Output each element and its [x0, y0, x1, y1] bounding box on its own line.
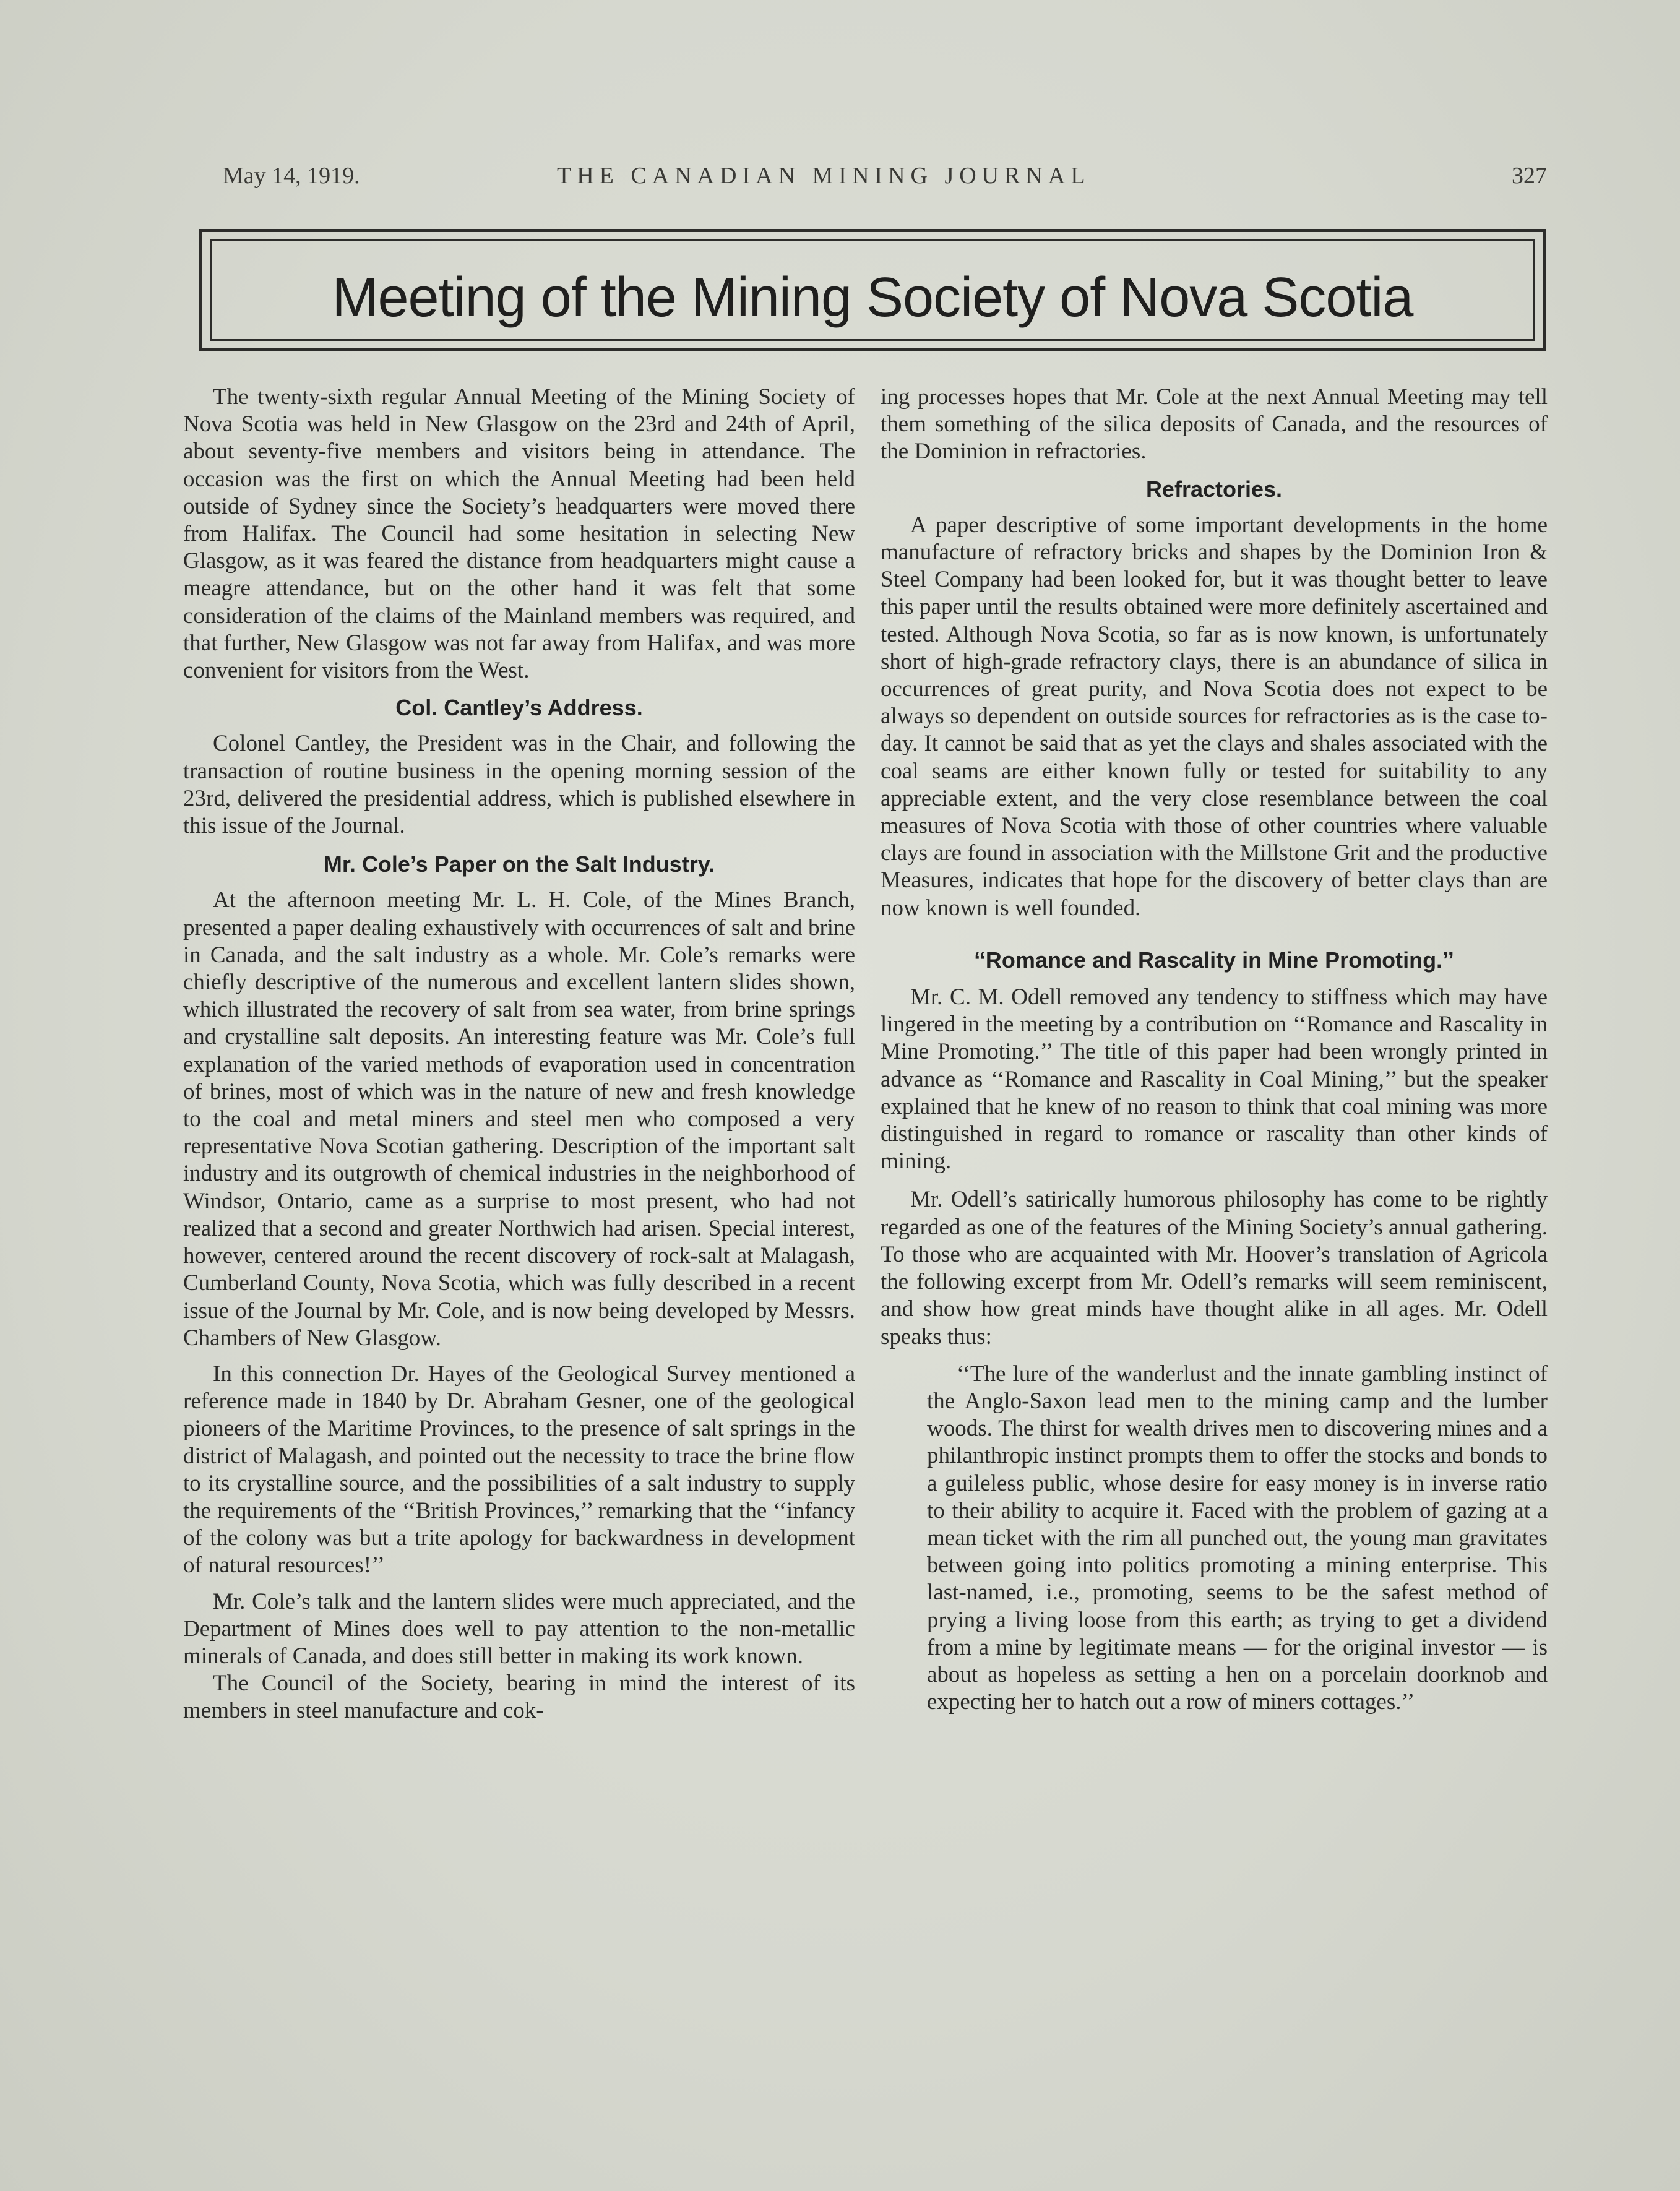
journal-title: THE CANADIAN MINING JOURNAL [557, 163, 1091, 189]
left-column [183, 384, 855, 1725]
headline-box [199, 229, 1546, 351]
hayes-paragraph: In this connection Dr. Hayes of the Geological Survey mentioned a reference made in 1840 by Dr. Abraham Gesner, one of the geological pioneers of the Maritime Provinces, to the presence of salt springs in the district of Malagash, and pointed out the necessity to trace the brine flow to its crystalline source, and the possibilities of a salt industry to supply the requirements of the ‘‘British Provinces,’’ remarking that the ‘‘infancy of the colony was but a trite apology for backwardness in development of natural resources!’’ [183, 1361, 855, 1578]
issue-date: May 14, 1919. [223, 163, 360, 189]
intro-paragraph: The twenty-sixth regular Annual Meeting of the Mining Society of Nova Scotia was held in New Glasgow on the 23rd and 24th of April, about seventy-five members and visitors being in attendance. The occasion was the first on which the Annual Meeting had been held outside of Sydney since the Society’s headquarters were moved there from Halifax. The Council had some hesitation in selecting New Glasgow, as it was feared the distance from headquarters might cause a meagre attendance, but on the other hand it was felt that some consideration of the claims of the Mainland members was required, and that further, New Glasgow was not far away from Halifax, and was more convenient for visitors from the West. [183, 384, 855, 684]
article-headline: Meeting of the Mining Society of Nova Scotia [332, 267, 1413, 329]
council-paragraph: The Council of the Society, bearing in mind the interest of its members in steel manufacture and cok- [183, 1671, 855, 1724]
refractories-paragraph: A paper descriptive of some important developments in the home manufacture of refractory bricks and shapes by the Dominion Iron & Steel Company had been looked for, but it was thought better to leave this paper until the results obtained were more definitely ascertained and tested. Although Nova Scotia, so far as is now known, is unfortunately short of high-grade refractory clays, there is an abundance of silica in occurrences of great purity, and Nova Scotia does not expect to be always so dependent on outside sources for refractories as is the case to-day. It cannot be said that as yet the clays and shales associated with the coal seams are either known fully or tested for suitability to any appreciable extent, and the very close resemblance between the coal measures of Nova Scotia with those of other countries where valuable clays are found in association with the Millstone Grit and the productive Measures, indicates that hope for the discovery of better clays than are now known is well founded. [881, 512, 1548, 921]
council-continued-paragraph: ing processes hopes that Mr. Cole at the next Annual Meeting may tell them something of the silica deposits of Canada, and the resources of the Dominion in refractories. [881, 384, 1548, 465]
page-number: 327 [1512, 163, 1547, 189]
odell-paragraph: Mr. C. M. Odell removed any tendency to stiffness which may have lingered in the meeting by a contribution on ‘‘Romance and Rascality in Mine Promoting.’’ The title of this paper had been wrongly printed in advance as ‘‘Romance and Rascality in Coal Mining,’’ but the speaker explained that he knew of no reason to think that coal mining was more distinguished in regard to romance or rascality than other kinds of mining. [881, 984, 1548, 1174]
odell-quote-text: ‘‘The lure of the wanderlust and the innate gambling instinct of the Anglo-Saxon lead men to the mining camp and the lumber woods. The thirst for wealth drives men to discovering mines and a philanthropic instinct prompts them to offer the stocks and bonds to a guileless public, whose desire for easy money is in inverse ratio to their ability to acquire it. Faced with the problem of gazing at a mean ticket with the rim all punched out, the young man gravitates between going into politics promoting a mining enterprise. This last-named, i.e., promoting, seems to be the safest method of prying a living loose from this earth; as trying to get a dividend from a mine by legitimate means — for the original investor — is about as hopeless as setting a hen on a porcelain doorknob and expecting her to hatch out a row of miners cottages.’’ [927, 1361, 1548, 1715]
headline-inner-border [210, 239, 1535, 341]
cantley-heading: Col. Cantley’s Address. [395, 695, 643, 721]
cantley-paragraph: Colonel Cantley, the President was in the Chair, and following the transaction of routine business in the opening morning session of the 23rd, delivered the presidential address, which is published elsewhere in this issue of the Journal. [183, 731, 855, 839]
right-column [881, 384, 1548, 1716]
odell-quote [927, 1361, 1548, 1716]
romance-heading: ‘‘Romance and Rascality in Mine Promoting.’’ [974, 947, 1454, 973]
cole-heading: Mr. Cole’s Paper on the Salt Industry. [323, 851, 715, 877]
cole-paragraph: At the afternoon meeting Mr. L. H. Cole, of the Mines Branch, presented a paper dealing exhaustively with occurrences of salt and brine in Canada, and the salt industry as a whole. Mr. Cole’s remarks were chiefly descriptive of the numerous and excellent lantern slides shown, which illustrated the recovery of salt from sea water, from brine springs and crystalline salt deposits. An interesting feature was Mr. Cole’s full explanation of the varied methods of evaporation used in concentration of brines, most of which was in the nature of new and fresh knowledge to the coal and metal miners and steel men who composed a very representative Nova Scotian gathering. Description of the important salt industry and its outgrowth of chemical industries in the neighborhood of Windsor, Ontario, came as a surprise to most present, who had not realized that a second and greater Northwich had arisen. Special interest, however, centered around the recent discovery of rock-salt at Malagash, Cumberland County, Nova Scotia, which was fully described in a recent issue of the Journal by Mr. Cole, and is now being developed by Messrs. Chambers of New Glasgow. [183, 887, 855, 1351]
refractories-heading: Refractories. [1145, 476, 1283, 502]
humor-paragraph: Mr. Odell’s satirically humorous philosophy has come to be rightly regarded as one of the features of the Mining Society’s annual gathering. To those who are acquainted with Mr. Hoover’s translation of Agricola the following excerpt from Mr. Odell’s remarks will seem reminiscent, and show how great minds have thought alike in all ages. Mr. Odell speaks thus: [881, 1187, 1548, 1349]
running-head [223, 162, 1547, 199]
cole-talk-paragraph: Mr. Cole’s talk and the lantern slides were much appreciated, and the Department of Mines does well to pay attention to the non-metallic minerals of Canada, and does still better in making its work known. [183, 1588, 855, 1669]
